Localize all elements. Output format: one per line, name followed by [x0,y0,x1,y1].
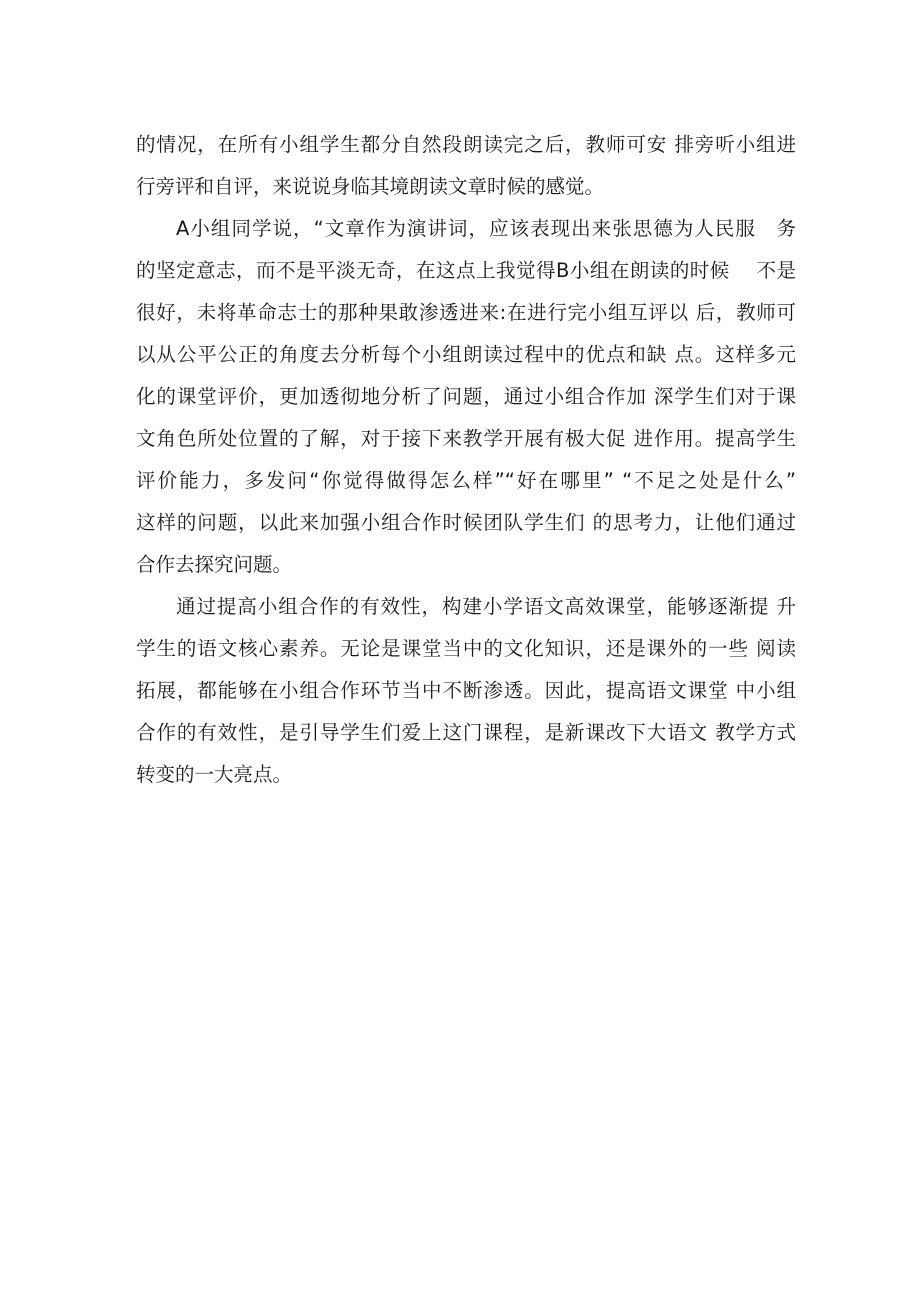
paragraph-3 [136,586,796,796]
text-line: 学生的语文核心素养。无论是课堂当中的文化知识，还是课外的一些 阅读 [136,637,796,660]
text-line: 评价能力，多发问“你觉得做得怎么样”“好在哪里” “不足之处是什么” [136,469,796,492]
text-line: A小组同学说，“文章作为演讲词，应该表现出来张思德为人民服 务 [176,217,796,240]
text-line: 合作去探究问题。 [136,553,293,576]
text-line: 的情况，在所有小组学生都分自然段朗读完之后，教师可安 排旁听小组进 [136,133,796,156]
text-line: 拓展，都能够在小组合作环节当中不断渗透。因此，提高语文课堂 中小组 [136,679,796,702]
text-line: 这样的问题，以此来加强小组合作时候团队学生们 的思考力，让他们通过 [136,511,796,534]
paragraph-1 [136,124,796,208]
text-line: 文角色所处位置的了解，对于接下来教学开展有极大促 进作用。提高学生 [136,427,796,450]
text-line: 转变的一大亮点。 [136,763,293,786]
text-line: 以从公平公正的角度去分析每个小组朗读过程中的优点和缺 点。这样多元 [136,343,796,366]
paragraph-2 [136,208,796,586]
text-line: 很好，未将革命志士的那种果敢渗透进来:在进行完小组互评以 后，教师可 [136,301,796,324]
text-line: 合作的有效性，是引导学生们爱上这门课程，是新课改下大语文 教学方式 [136,721,796,744]
text-line: 行旁评和自评，来说说身临其境朗读文章时候的感觉。 [136,175,605,198]
text-line: 通过提高小组合作的有效性，构建小学语文高效课堂，能够逐渐提 升 [176,595,796,618]
text-line: 化的课堂评价，更加透彻地分析了问题，通过小组合作加 深学生们对于课 [136,385,796,408]
text-line: 的坚定意志，而不是平淡无奇，在这点上我觉得B小组在朗读的时候 不是 [136,259,796,282]
body-text [136,124,796,796]
